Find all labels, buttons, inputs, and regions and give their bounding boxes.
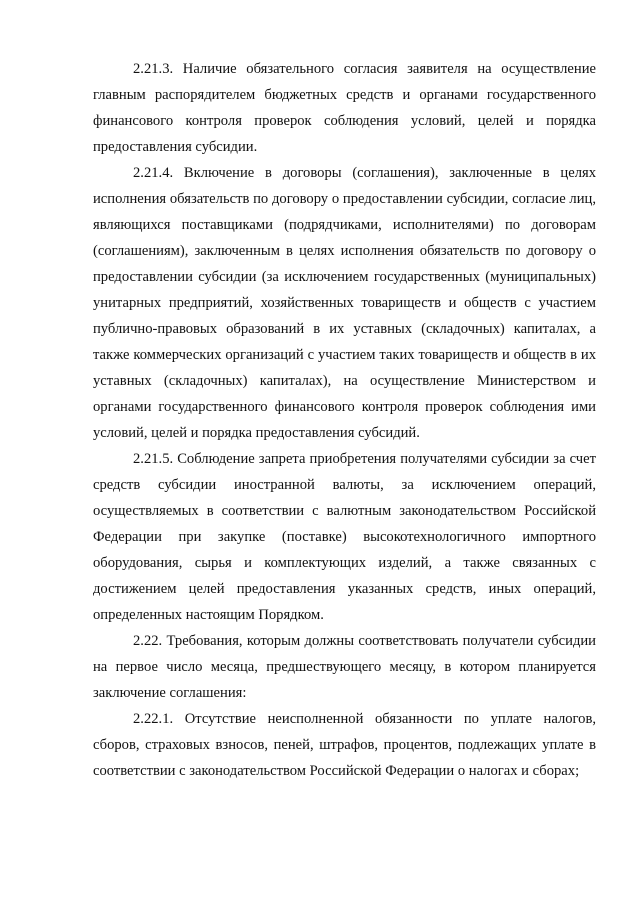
paragraph-2-22-1: 2.22.1. Отсутствие неисполненной обязанности по уплате налогов, сборов, страховых взносов, пеней, штрафов, процентов, подлежащих уплате в соответствии с законодательством Российской Федерации о налогах и сборах; bbox=[93, 711, 596, 779]
paragraph-2-21-4: 2.21.4. Включение в договоры (соглашения), заключенные в целях исполнения обязательств по договору о предоставлении субсидии, согласие лиц, являющихся поставщиками (подрядчиками, исполнителями) по договорам (соглашениям), заключенным в целях исполнения обязательств по договору о предоставлении субсидии (за исключением государственных (муниципальных) унитарных предприятий, хозяйственных товариществ и обществ с участием публично-правовых образований в их уставных (складочных) капиталах, а также коммерческих организаций с участием таких товариществ и обществ в их уставных (складочных) капиталах), на осуществление Министерством и органами государственного финансового контроля проверок соблюдения ими условий, целей и порядка предоставления субсидий. bbox=[93, 165, 596, 441]
paragraph-2-21-3: 2.21.3. Наличие обязательного согласия заявителя на осуществление главным распорядителем бюджетных средств и органами государственного финансового контроля проверок соблюдения условий, целей и порядка предоставления субсидии. bbox=[93, 61, 596, 155]
document-page bbox=[93, 56, 596, 784]
paragraph-2-21-5: 2.21.5. Соблюдение запрета приобретения получателями субсидии за счет средств субсидии иностранной валюты, за исключением операций, осуществляемых в соответствии с валютным законодательством Российской Федерации при закупке (поставке) высокотехнологичного импортного оборудования, сырья и комплектующих изделий, а также связанных с достижением целей предоставления указанных средств, иных операций, определенных настоящим Порядком. bbox=[93, 451, 596, 623]
paragraph-2-22: 2.22. Требования, которым должны соответствовать получатели субсидии на первое число месяца, предшествующего месяцу, в котором планируется заключение соглашения: bbox=[93, 633, 596, 701]
